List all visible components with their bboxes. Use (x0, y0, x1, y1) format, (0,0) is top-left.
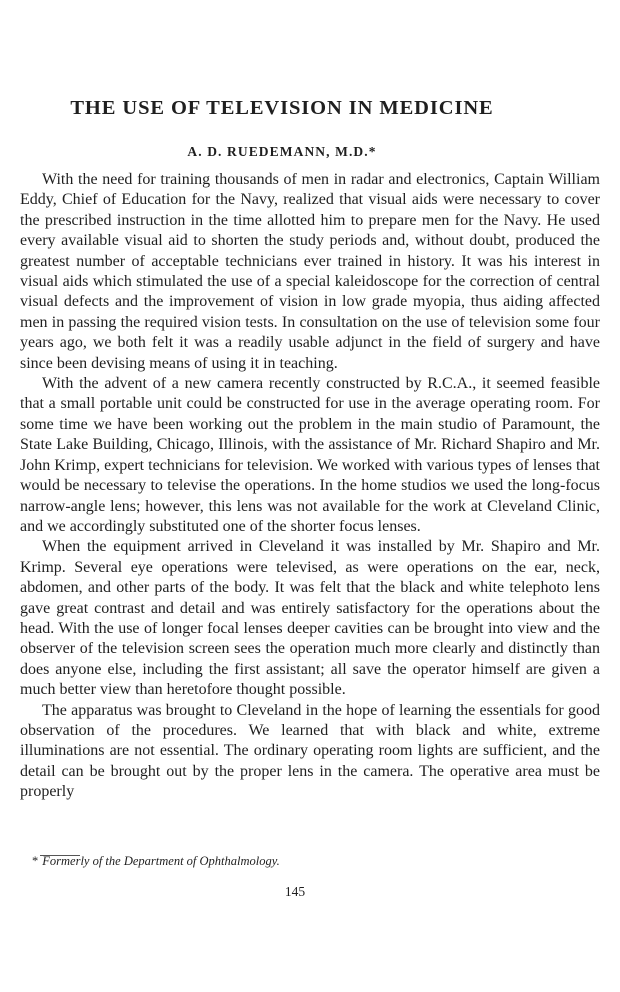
article-title: THE USE OF TELEVISION IN MEDICINE (70, 97, 494, 119)
footnote-text: Formerly of the Department of Ophthalmology. (42, 854, 280, 868)
body-paragraph: With the need for training thousands of men in radar and electronics, Captain William Eddy, Chief of Education for the Navy, realized that visual aids were necessary to cover the prescribed instruction in the time allotted him to prepare men for the Navy. He used every available visual aid to shorten the study periods and, without doubt, produced the greatest number of acceptable technicians ever trained in history. It was his interest in visual aids which stimulated the use of a special kaleidoscope for the correction of central visual defects and the improvement of vision in low grade myopia, thus aiding affected men in passing the required vision tests. In consultation on the use of television some four years ago, we both felt it was a readily usable adjunct in the field of surgery and have since been devising means of using it in teaching. (20, 171, 600, 372)
article-author: A. D. RUEDEMANN, M.D.* (187, 144, 377, 159)
body-paragraph: With the advent of a new camera recently constructed by R.C.A., it seemed feasible that a small portable unit could be constructed for use in the average operating room. For some time we have been working out the problem in the main studio of Paramount, the State Lake Building, Chicago, Illinois, with the assistance of Mr. Richard Shapiro and Mr. John Krimp, expert technicians for television. We worked with various types of lenses that would be necessary to televise the operations. In the home studios we used the long-focus narrow-angle lens; however, this lens was not available for the work at Cleveland Clinic, and we accordingly substituted one of the shorter focus lenses. (20, 375, 600, 535)
footnote (32, 853, 592, 869)
footnote-mark: * (32, 854, 39, 868)
body-paragraph: The apparatus was brought to Cleveland in the hope of learning the essentials for good observation of the procedures. We learned that with black and white, extreme illuminations are not essential. The ordinary operating room lights are sufficient, and the detail can be brought out by the proper lens in the camera. The operative area must be properly (20, 701, 600, 801)
page-number: 145 (284, 884, 306, 899)
article-body (20, 170, 600, 803)
body-paragraph: When the equipment arrived in Cleveland it was installed by Mr. Shapiro and Mr. Krimp. Several eye operations were televised, as were operations on the ear, neck, abdomen, and other parts of the body. It was felt that the black and white telephoto lens gave great contrast and detail and was entirely satisfactory for the operations about the head. With the use of longer focal lenses deeper cavities can be brought into view and the observer of the television screen sees the operation much more clearly and distinctly than does anyone else, including the first assistant; all save the operator himself are given a much better view than heretofore thought possible. (20, 538, 600, 699)
